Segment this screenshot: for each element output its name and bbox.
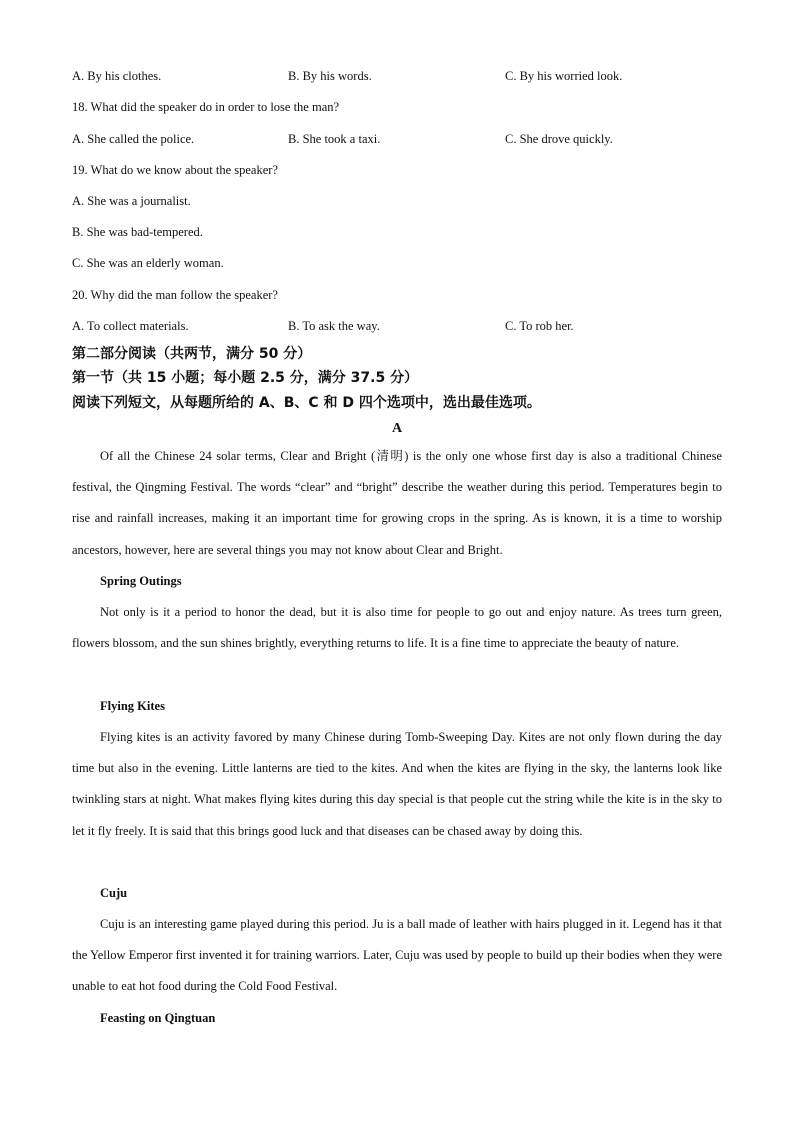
paragraph-spring-outings: Not only is it a period to honor the dead, but it is also time for people to go out and enjoy nature. As trees turn green, flowers blossom, and the sun shines brightly, everything returns to life. It is a fine time to appreciate the beauty of nature.: [72, 605, 722, 651]
q20-option-a: A. To collect materials.: [72, 319, 189, 333]
q17-option-a: A. By his clothes.: [72, 69, 162, 83]
section-instruction: 阅读下列短文，从每题所给的 A、B、C 和 D 四个选项中，选出最佳选项。: [72, 395, 541, 411]
paragraph-flying-kites: Flying kites is an activity favored by many Chinese during Tomb-Sweeping Day. Kites are not only flown during the day time but also in the evening. Little lanterns are tied to the kites. And when the kites are flying in the sky, the lanterns look like twinkling stars at night. What makes flying kites during this day special is that people cut the string while the kite is in the sky to let it fly freely. It is said that this brings good luck and that diseases can be chased away by doing this.: [72, 730, 722, 838]
q19-option-b: B. She was bad-tempered.: [72, 225, 203, 239]
heading-spring-outings: Spring Outings: [100, 574, 182, 588]
q19-stem: 19. What do we know about the speaker?: [72, 163, 278, 177]
q18-stem: 18. What did the speaker do in order to lose the man?: [72, 100, 340, 114]
paragraph-cuju: Cuju is an interesting game played during this period. Ju is a ball made of leather with hairs plugged in it. Legend has it that the Yellow Emperor first invented it for training warriors. Later, Cuju was used by people to build up their bodies when they were unable to eat hot food during the Cold Food Festival.: [72, 917, 722, 994]
q20-option-c: C. To rob her.: [505, 319, 574, 333]
q18-option-c: C. She drove quickly.: [505, 132, 613, 146]
q19-option-c: C. She was an elderly woman.: [72, 256, 224, 270]
section-subtitle: 第一节（共 15 小题；每小题 2.5 分，满分 37.5 分）: [72, 370, 419, 386]
passage-intro: Of all the Chinese 24 solar terms, Clear and Bright (清明) is the only one whose first day is also a traditional Chinese festival, the Qingming Festival. The words “clear” and “bright” describe the weather during this period. Temperatures begin to rise and rainfall increases, making it an important time for growing crops in the spring. As is known, it is a time to worship ancestors, however, here are several things you may not know about Clear and Bright.: [72, 449, 722, 557]
q17-option-c: C. By his worried look.: [505, 69, 623, 83]
passage-label: A: [391, 421, 403, 436]
q20-option-b: B. To ask the way.: [288, 319, 380, 333]
q19-option-a: A. She was a journalist.: [72, 194, 191, 208]
q18-option-b: B. She took a taxi.: [288, 132, 381, 146]
heading-feasting-on-qingtuan: Feasting on Qingtuan: [100, 1011, 216, 1025]
part-title: 第二部分阅读（共两节，满分 50 分）: [72, 346, 312, 362]
q20-stem: 20. Why did the man follow the speaker?: [72, 288, 278, 302]
heading-cuju: Cuju: [100, 886, 128, 900]
q17-option-b: B. By his words.: [288, 69, 372, 83]
q18-option-a: A. She called the police.: [72, 132, 195, 146]
heading-flying-kites: Flying Kites: [100, 699, 165, 713]
